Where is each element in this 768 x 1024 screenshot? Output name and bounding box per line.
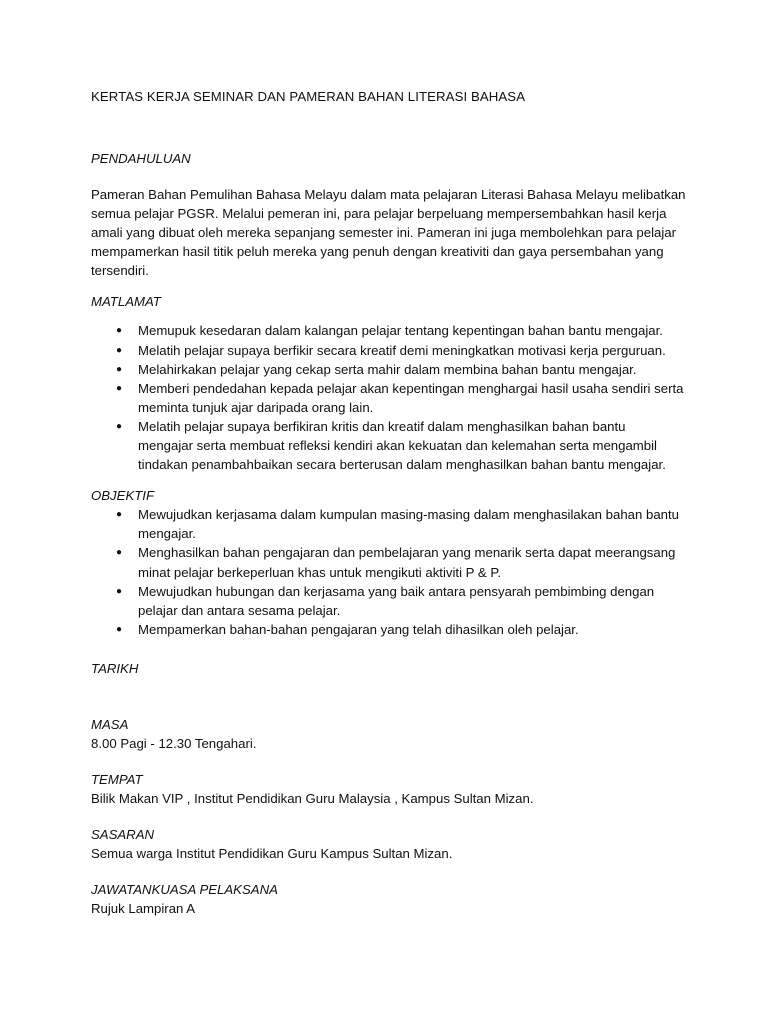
bullet-icon: ●: [116, 344, 123, 356]
list-item: [91, 543, 691, 581]
list-item-line: pelajar dan antara sesama pelajar.: [138, 602, 341, 618]
document-title: KERTAS KERJA SEMINAR DAN PAMERAN BAHAN LITERASI BAHASA: [91, 89, 526, 104]
section-heading-objektif: OBJEKTIF: [91, 488, 155, 504]
bullet-icon: ●: [116, 509, 123, 521]
section-heading-matlamat: MATLAMAT: [91, 294, 161, 310]
list-item-line: Melatih pelajar supaya berfikiran kritis dan kreatif dalam menghasilkan bahan bantu: [138, 418, 626, 434]
bullet-icon: ●: [116, 363, 123, 375]
paragraph-line: Pameran Bahan Pemulihan Bahasa Melayu dalam mata pelajaran Literasi Bahasa Melayu melibatkan: [91, 187, 686, 202]
list-item: [91, 379, 691, 417]
masa-value: 8.00 Pagi - 12.30 Tengahari.: [91, 735, 257, 751]
bullet-icon: ●: [116, 585, 123, 597]
list-item-line: minat pelajar berkeperluan khas untuk mengikuti aktiviti P & P.: [138, 564, 502, 580]
pendahuluan-paragraph: [91, 185, 691, 280]
section-heading-tarikh: TARIKH: [91, 660, 139, 676]
objektif-list: [91, 505, 691, 639]
paragraph-line: amali yang dibuat oleh mereka sepanjang semester ini. Pameran ini juga membolehkan para pelajar: [91, 225, 676, 241]
bullet-icon: ●: [116, 547, 123, 559]
jawatankuasa-value: Rujuk Lampiran A: [91, 901, 196, 917]
section-heading-masa: MASA: [91, 716, 129, 732]
document-page: [91, 87, 691, 918]
list-item-line: Melahirkakan pelajar yang cekap serta mahir dalam membina bahan bantu mengajar.: [138, 361, 637, 377]
list-item-line: mengajar.: [138, 526, 196, 542]
list-item: [91, 341, 691, 360]
bullet-icon: ●: [116, 325, 123, 337]
matlamat-list: [91, 321, 691, 474]
list-item: [91, 417, 691, 474]
list-item-line: Memupuk kesedaran dalam kalangan pelajar tentang kepentingan bahan bantu mengajar.: [138, 323, 663, 339]
list-item: [91, 321, 691, 340]
bullet-icon: ●: [116, 623, 123, 635]
section-heading-tempat: TEMPAT: [91, 771, 143, 787]
section-heading-pendahuluan: PENDAHULUAN: [91, 151, 191, 166]
list-item-line: Mempamerkan bahan-bahan pengajaran yang telah dihasilkan oleh pelajar.: [138, 621, 579, 637]
bullet-icon: ●: [116, 382, 123, 394]
list-item-line: Melatih pelajar supaya berfikir secara kreatif demi meningkatkan motivasi kerja perguruan.: [138, 342, 666, 358]
paragraph-line: semua pelajar PGSR. Melalui pemeran ini, para pelajar berpeluang mempersembahkan hasil kerja: [91, 206, 667, 222]
list-item: [91, 620, 691, 639]
list-item-line: meminta tunjuk ajar daripada orang lain.: [138, 399, 374, 415]
section-heading-jawatankuasa: JAWATANKUASA PELAKSANA: [91, 882, 278, 898]
list-item-line: tindakan penambahbaikan secara berterusan dalam menghasilkan bahan bantu mengajar.: [138, 457, 666, 473]
section-heading-sasaran: SASARAN: [91, 827, 155, 843]
list-item-line: Menghasilkan bahan pengajaran dan pembelajaran yang menarik serta dapat meerangsang: [138, 545, 676, 561]
list-item-line: Memberi pendedahan kepada pelajar akan kepentingan menghargai hasil usaha sendiri serta: [138, 380, 684, 396]
list-item-line: Mewujudkan hubungan dan kerjasama yang baik antara pensyarah pembimbing dengan: [138, 583, 655, 599]
tempat-value: Bilik Makan VIP , Institut Pendidikan Guru Malaysia , Kampus Sultan Mizan.: [91, 790, 534, 806]
list-item-line: Mewujudkan kerjasama dalam kumpulan masing-masing dalam menghasilakan bahan bantu: [138, 507, 679, 523]
list-item: [91, 505, 691, 543]
sasaran-value: Semua warga Institut Pendidikan Guru Kampus Sultan Mizan.: [91, 846, 453, 862]
bullet-icon: ●: [116, 420, 123, 432]
paragraph-line: mempamerkan hasil titik peluh mereka yang penuh dengan kreativiti dan gaya persembahan yang: [91, 244, 664, 260]
paragraph-line: tersendiri.: [91, 263, 149, 279]
list-item: [91, 360, 691, 379]
list-item: [91, 582, 691, 620]
list-item-line: mengajar serta membuat refleksi kendiri akan kekuatan dan kelemahan serta mengambil: [138, 438, 657, 454]
